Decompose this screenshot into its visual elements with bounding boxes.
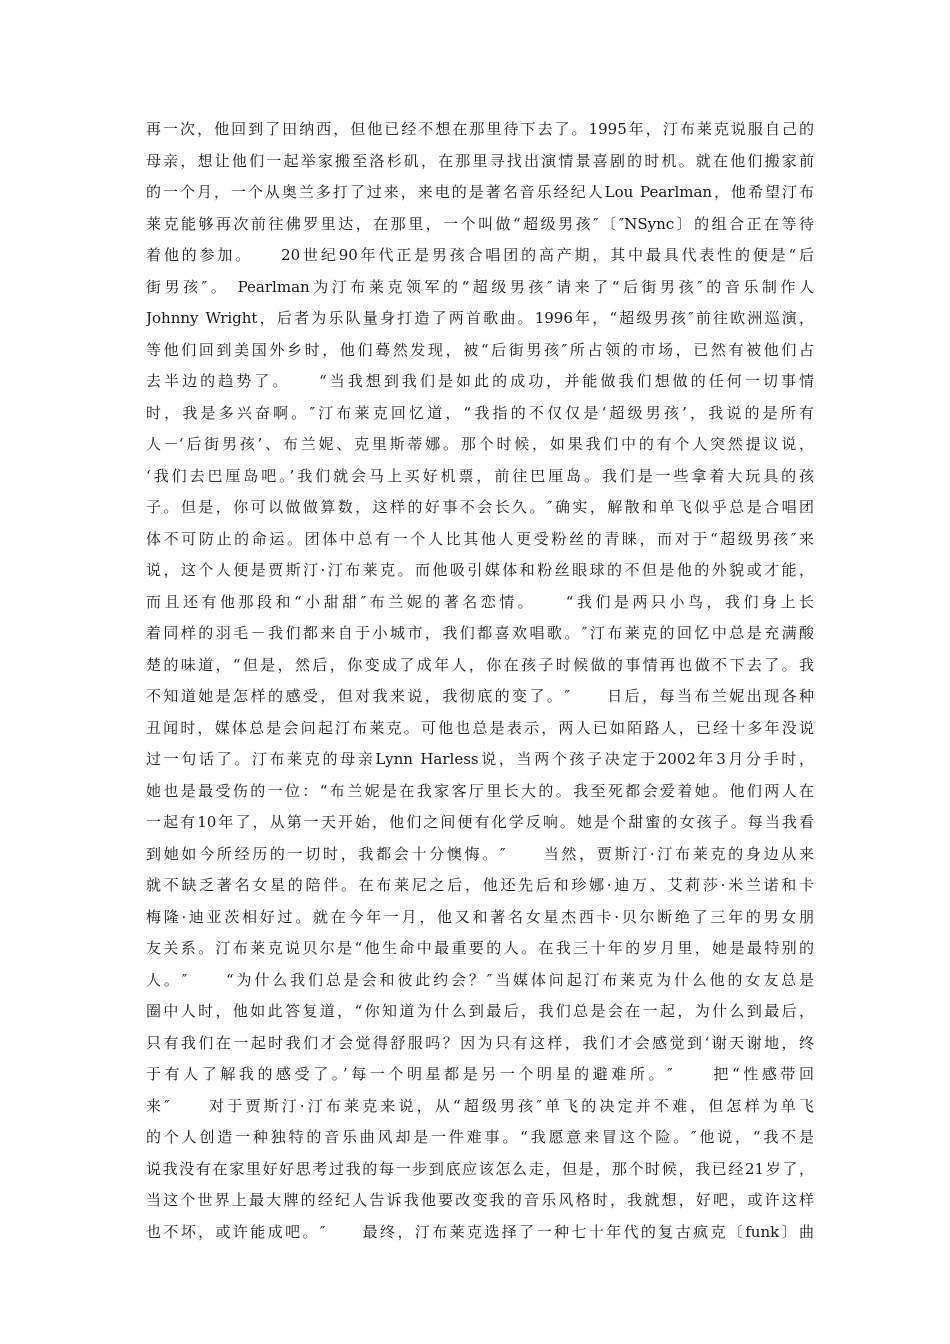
- text-line: 梅隆·迪亚茨相好过。就在今年一月，他又和著名女星杰西卡·贝尔断绝了三年的男女朋: [146, 907, 814, 926]
- text-line: 当这个世界上最大牌的经纪人告诉我他要改变我的音乐风格时，我就想，好吧，或许这样: [146, 1191, 814, 1209]
- text-line: 友关系。汀布莱克说贝尔是“他生命中最重要的人。在我三十年的岁月里，她是最特别的: [146, 939, 814, 957]
- text-line: 说我没有在家里好好思考过我的每一步到底应该怎么走，但是，那个时候，我已经21岁了，: [146, 1159, 814, 1178]
- text-line: 不知道她是怎样的感受，但对我来说，我彻底的变了。″ 日后，每当布兰妮出现各种: [146, 687, 814, 705]
- text-line: 着他的参加。 20世纪90年代正是男孩合唱团的高产期，其中最具代表性的便是“后: [146, 246, 814, 264]
- text-line: 说，这个人便是贾斯汀·汀布莱克。而他吸引媒体和粉丝眼球的不但是他的外貌或才能，: [146, 561, 814, 579]
- text-line: 的个人创造一种独特的音乐曲风却是一件难事。“我愿意来冒这个险。″他说，“我不是: [146, 1128, 814, 1146]
- text-line: 的一个月，一个从奥兰多打了过来，来电的是著名音乐经纪人Lou Pearlman，他希望汀布: [146, 183, 814, 201]
- text-line: 到她如今所经历的一切时，我都会十分懊悔。″ 当然，贾斯汀·汀布莱克的身边从来: [146, 844, 814, 863]
- text-line: 只有我们在一起时我们才会觉得舒服吗？因为只有这样，我们才会感觉到‘谢天谢地，终: [146, 1033, 814, 1052]
- text-line: 再一次，他回到了田纳西，但他已经不想在那里待下去了。1995年，汀布莱克说服自己的: [146, 120, 814, 138]
- text-line: 等他们回到美国外乡时，他们蓦然发现，被“后街男孩″所占领的市场，已然有被他们占: [146, 340, 814, 359]
- text-line: 莱克能够再次前往佛罗里达，在那里，一个叫做“超级男孩″〔″NSync〕的组合正在等待: [146, 214, 814, 233]
- text-line: 人－‘后街男孩’、布兰妮、克里斯蒂娜。那个时候，如果我们中的有个人突然提议说，: [146, 435, 814, 453]
- text-line: 子。但是，你可以做做算数，这样的好事不会长久。″确实，解散和单飞似乎总是合唱团: [146, 498, 814, 516]
- text-line: 着同样的羽毛－我们都来自于小城市，我们都喜欢唱歌。″汀布莱克的回忆中总是充满酸: [146, 624, 814, 642]
- text-line: 母亲，想让他们一起举家搬至洛杉矶，在那里寻找出演情景喜剧的时机。就在他们搬家前: [146, 151, 814, 170]
- text-line: ‘我们去巴厘岛吧。’我们就会马上买好机票，前往巴厘岛。我们是一些拿着大玩具的孩: [146, 466, 814, 485]
- text-line: 丑闻时，媒体总是会问起汀布莱克。可他也总是表示，两人已如陌路人，已经十多年没说: [146, 718, 814, 737]
- text-line: 楚的味道，“但是，然后，你变成了成年人，你在孩子时候做的事情再也做不下去了。我: [146, 655, 814, 674]
- text-line: 时，我是多兴奋啊。″汀布莱克回忆道，“我指的不仅仅是‘超级男孩’，我说的是所有: [146, 403, 814, 422]
- text-line: 她也是最受伤的一位：“布兰妮是在我家客厅里长大的。我至死都会爱着她。他们两人在: [146, 781, 814, 800]
- text-line: 圈中人时，他如此答复道，“你知道为什么到最后，我们总是会在一起，为什么到最后，: [146, 1002, 814, 1020]
- text-line: 也不坏，或许能成吧。″ 最终，汀布莱克选择了一种七十年代的复古疯克〔funk〕曲: [146, 1222, 814, 1241]
- text-line: 去半边的趋势了。 “当我想到我们是如此的成功，并能做我们想做的任何一切事情: [146, 372, 814, 390]
- text-line: 来″ 对于贾斯汀·汀布莱克来说，从“超级男孩″单飞的决定并不难，但怎样为单飞: [146, 1096, 814, 1115]
- text-line: 一起有10年了，从第一天开始，他们之间便有化学反响。她是个甜蜜的女孩子。每当我看: [146, 813, 814, 831]
- text-line: 人。″ “为什么我们总是会和彼此约会？″当媒体问起汀布莱克为什么他的女友总是: [146, 970, 814, 989]
- document-body: [146, 114, 814, 1248]
- text-line: 体不可防止的命运。团体中总有一个人比其他人更受粉丝的青睐，而对于“超级男孩″来: [146, 529, 814, 548]
- text-line: Johnny Wright，后者为乐队量身打造了两首歌曲。1996年，“超级男孩″前往欧洲巡演，: [146, 309, 814, 327]
- text-line: 于有人了解我的感受了。’每一个明星都是另一个明星的避难所。″ 把“性感带回: [146, 1065, 814, 1083]
- text-line: 街男孩″。 Pearlman为汀布莱克领军的“超级男孩″请来了“后街男孩″的音乐制作人: [146, 277, 814, 296]
- text-line: 而且还有他那段和“小甜甜″布兰妮的著名恋情。 “我们是两只小鸟，我们身上长: [146, 592, 814, 611]
- text-line: 就不缺乏著名女星的陪伴。在布莱尼之后，他还先后和珍娜·迪万、艾莉莎·米兰诺和卡: [146, 876, 814, 894]
- text-line: 过一句话了。汀布莱克的母亲Lynn Harless说，当两个孩子决定于2002年3月分手时，: [146, 750, 814, 768]
